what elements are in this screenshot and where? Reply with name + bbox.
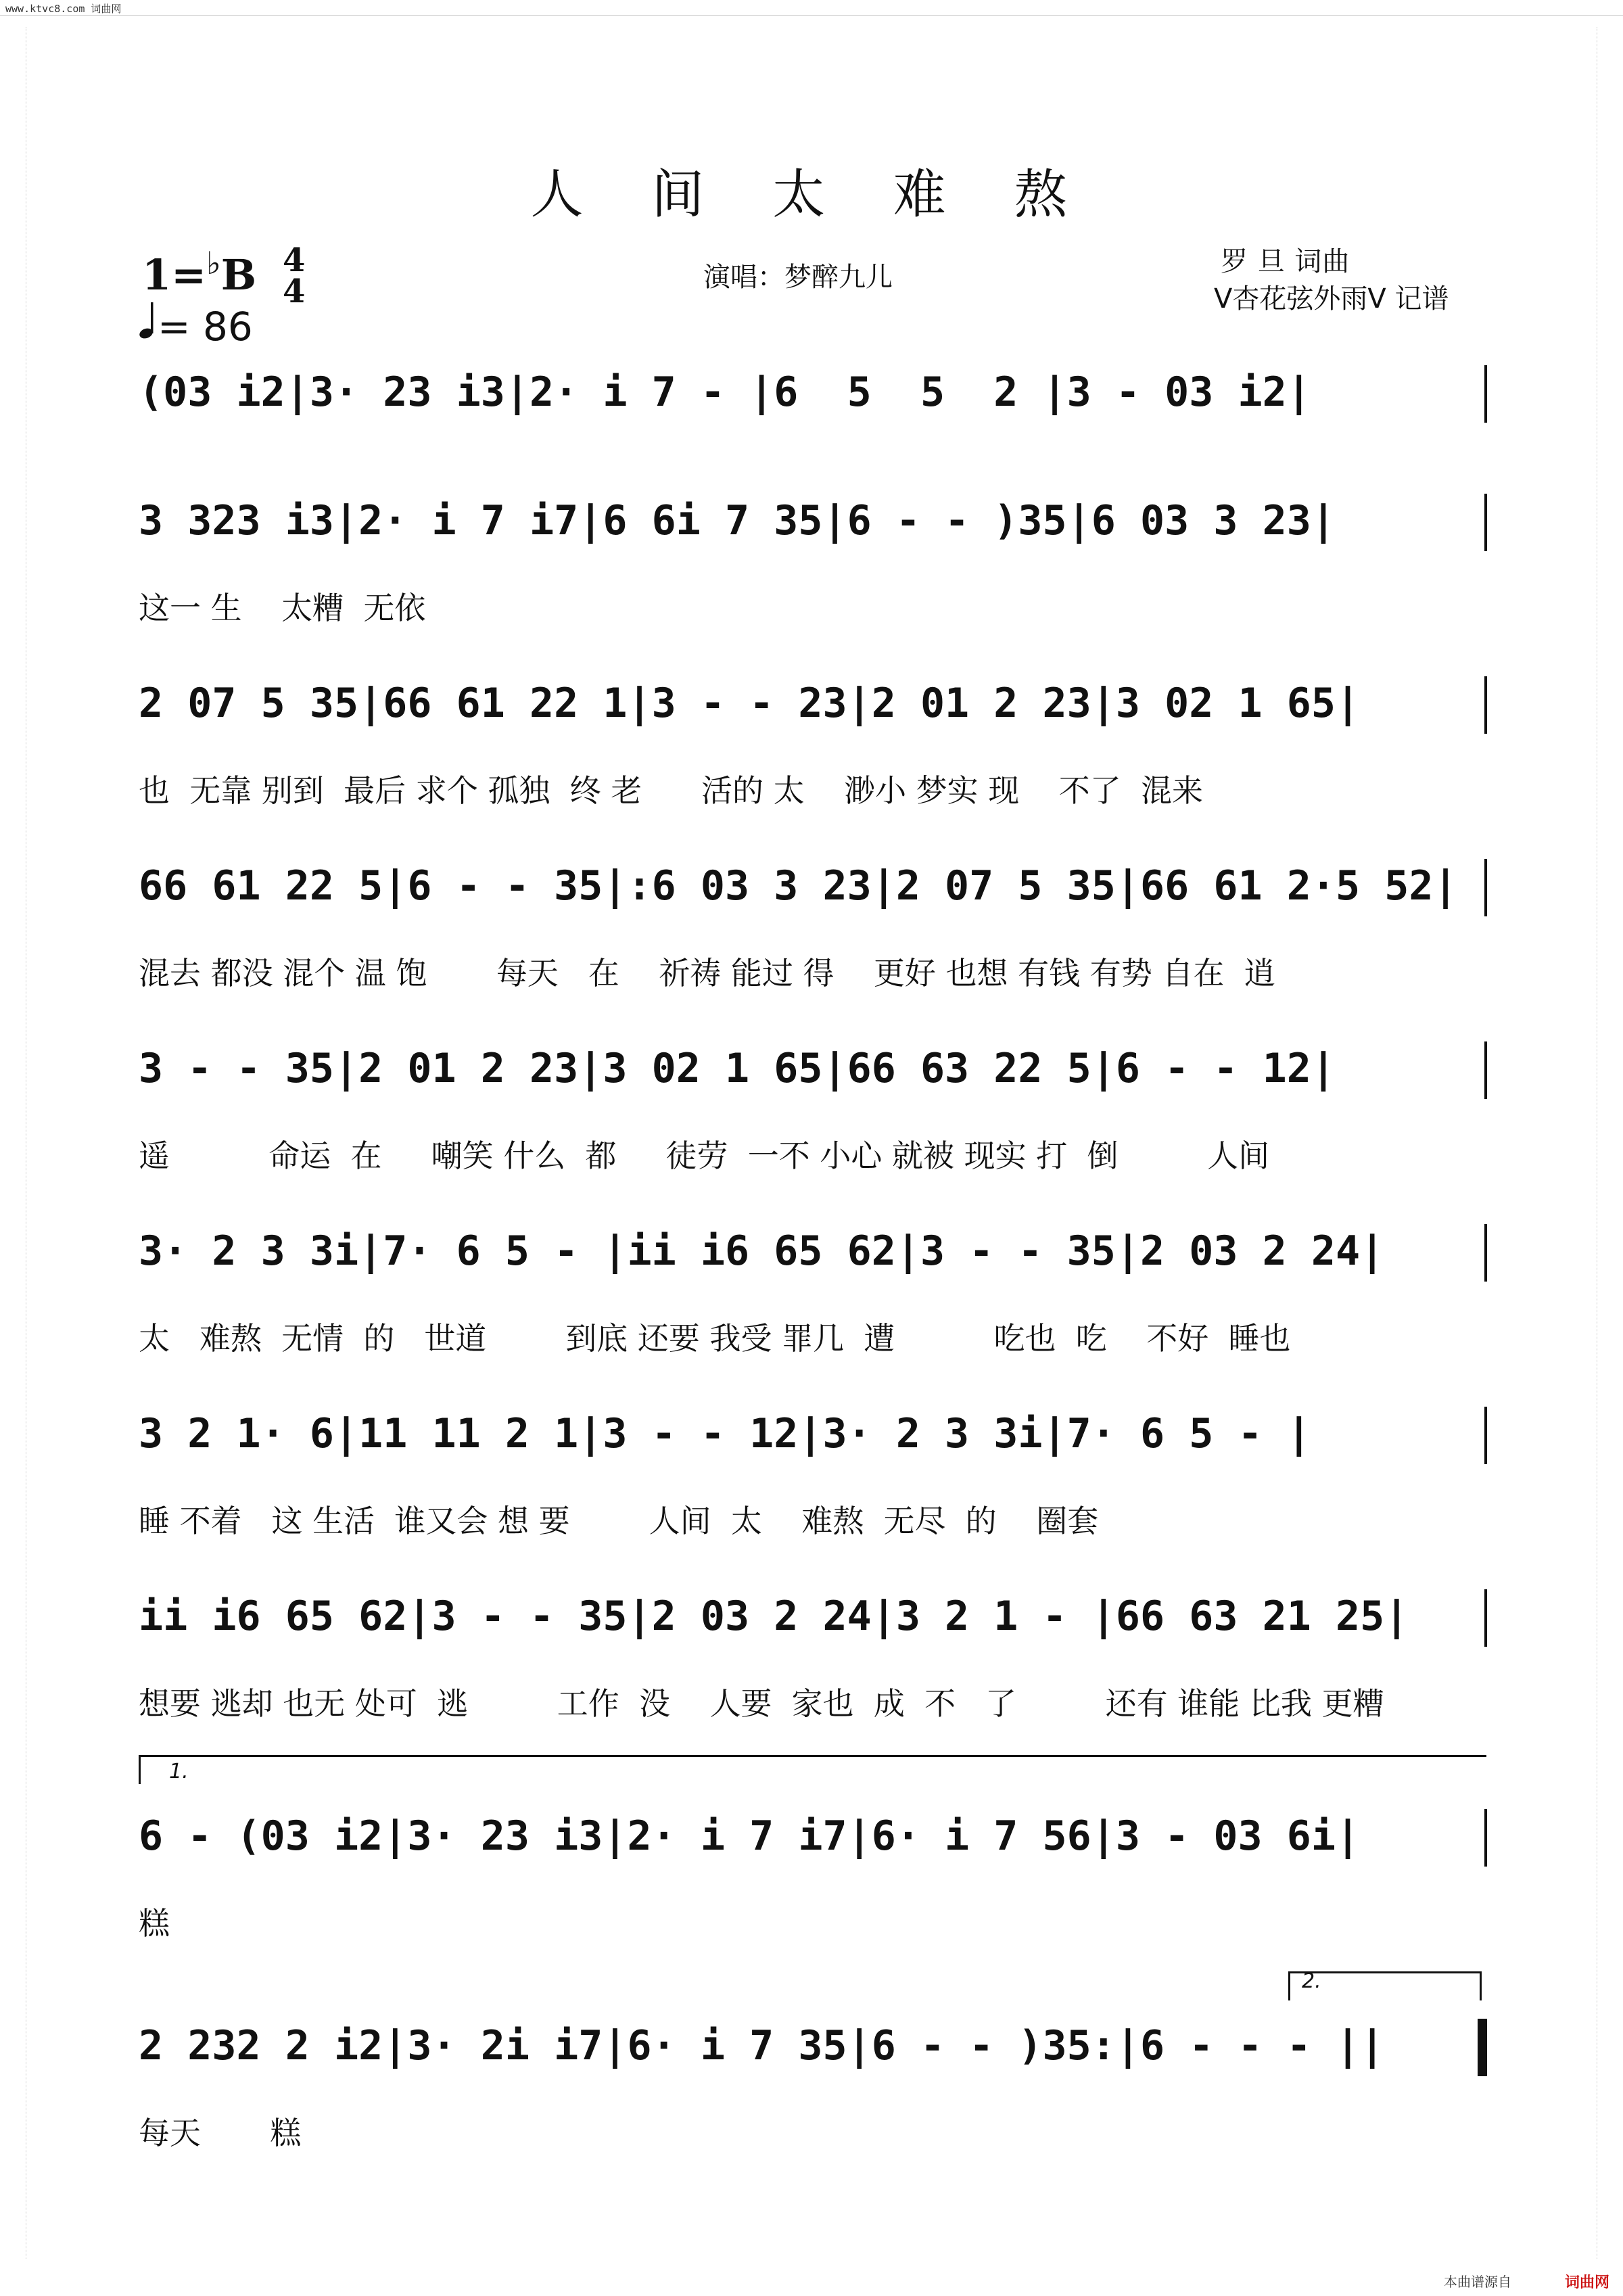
tempo-value: = 86	[158, 304, 253, 350]
song-title: 人 间 太 难 熬	[530, 164, 1093, 225]
singer-credit: 演唱：梦醉九儿	[703, 262, 893, 293]
barline	[1484, 1224, 1487, 1282]
quarter-note-icon	[139, 301, 158, 350]
site-url: www.ktvc8.com 词曲网	[5, 3, 122, 15]
barline	[1484, 1809, 1487, 1867]
barline	[1484, 1407, 1487, 1464]
time-signature-top: 4	[283, 241, 306, 279]
barline	[1484, 1041, 1487, 1099]
barline	[1484, 1589, 1487, 1647]
notation-line: 6 - (03 i2|3· 23 i3|2· i 7 i7|6· i 7 56|3 - 03 6i|	[139, 1812, 1361, 1860]
time-signature-bottom: 4	[283, 273, 306, 310]
key-prefix: 1=	[142, 250, 207, 300]
notation-line: 3 323 i3|2· i 7 i7|6 6i 7 35|6 - - )35|6 03 3 23|	[139, 497, 1336, 544]
flat-sign: ♭	[206, 245, 221, 281]
right-margin-watermark	[1597, 27, 1619, 2259]
key-note: B	[220, 250, 257, 300]
key-signature	[142, 245, 257, 300]
notation-line: 2 07 5 35|66 61 22 1|3 - - 23|2 01 2 23|3 02 1 65|	[139, 680, 1361, 727]
notation-credit: V杏花弦外雨V 记谱	[1214, 283, 1449, 314]
time-signature	[283, 241, 306, 310]
volta-number: 2.	[1302, 1969, 1321, 1993]
lyric-line: 每天 糕	[139, 2115, 302, 2151]
lyrics-credit: 罗 旦 词曲	[1221, 246, 1350, 277]
barline	[1484, 494, 1487, 551]
notation-line: 66 61 22 5|6 - - 35|:6 03 3 23|2 07 5 35|66 61 2·5 52|	[139, 862, 1458, 910]
barline	[1484, 676, 1487, 734]
tempo-marking	[139, 301, 253, 350]
left-margin-watermark	[4, 27, 26, 2259]
lyric-line: 太 难熬 无情 的 世道 到底 还要 我受 罪几 遭 吃也 吃 不好 睡也	[139, 1320, 1291, 1357]
notation-line: 3 2 1· 6|11 11 2 1|3 - - 12|3· 2 3 3i|7· 6 5 - |	[139, 1410, 1311, 1457]
lyric-line: 睡 不着 这 生活 谁又会 想 要 人间 太 难熬 无尽 的 圈套	[139, 1503, 1099, 1539]
lyric-line: 遥 命运 在 嘲笑 什么 都 徒劳 一不 小心 就被 现实 打 倒 人间	[139, 1138, 1270, 1174]
notation-line: 3 - - 35|2 01 2 23|3 02 1 65|66 63 22 5|6 - - 12|	[139, 1045, 1336, 1092]
notation-line: 3· 2 3 3i|7· 6 5 - |ii i6 65 62|3 - - 35|2 03 2 24|	[139, 1227, 1385, 1275]
notation-line: ii i6 65 62|3 - - 35|2 03 2 24|3 2 1 - |66 63 21 25|	[139, 1593, 1409, 1640]
notation-line: 2 232 2 i2|3· 2i i7|6· i 7 35|6 - - )35:|6 - - - ||	[139, 2022, 1385, 2069]
final-barline	[1478, 2019, 1486, 2076]
lyric-line: 这一 生 太糟 无依	[139, 590, 426, 626]
lyric-line: 糕	[139, 1905, 170, 1942]
barline	[1484, 365, 1487, 423]
footer-brand: 词曲网	[1564, 2274, 1609, 2291]
notation-line: (03 i2|3· 23 i3|2· i 7 - |6 5 5 2 |3 - 03 i2|	[139, 369, 1311, 416]
top-bar	[0, 0, 1623, 16]
barline	[1484, 859, 1487, 916]
lyric-line: 混去 都没 混个 温 饱 每天 在 祈祷 能过 得 更好 也想 有钱 有势 自在 逍	[139, 955, 1275, 991]
lyric-line: 想要 逃却 也无 处可 逃 工作 没 人要 家也 成 不 了 还有 谁能 比我 更糟	[139, 1685, 1384, 1722]
lyric-line: 也 无靠 别到 最后 求个 孤独 终 老 活的 太 渺小 梦实 现 不了 混来	[139, 772, 1204, 809]
volta-number: 1.	[169, 1760, 189, 1783]
footer-source: 本曲谱源自	[1444, 2274, 1511, 2290]
volta-bracket	[139, 1755, 1486, 1784]
